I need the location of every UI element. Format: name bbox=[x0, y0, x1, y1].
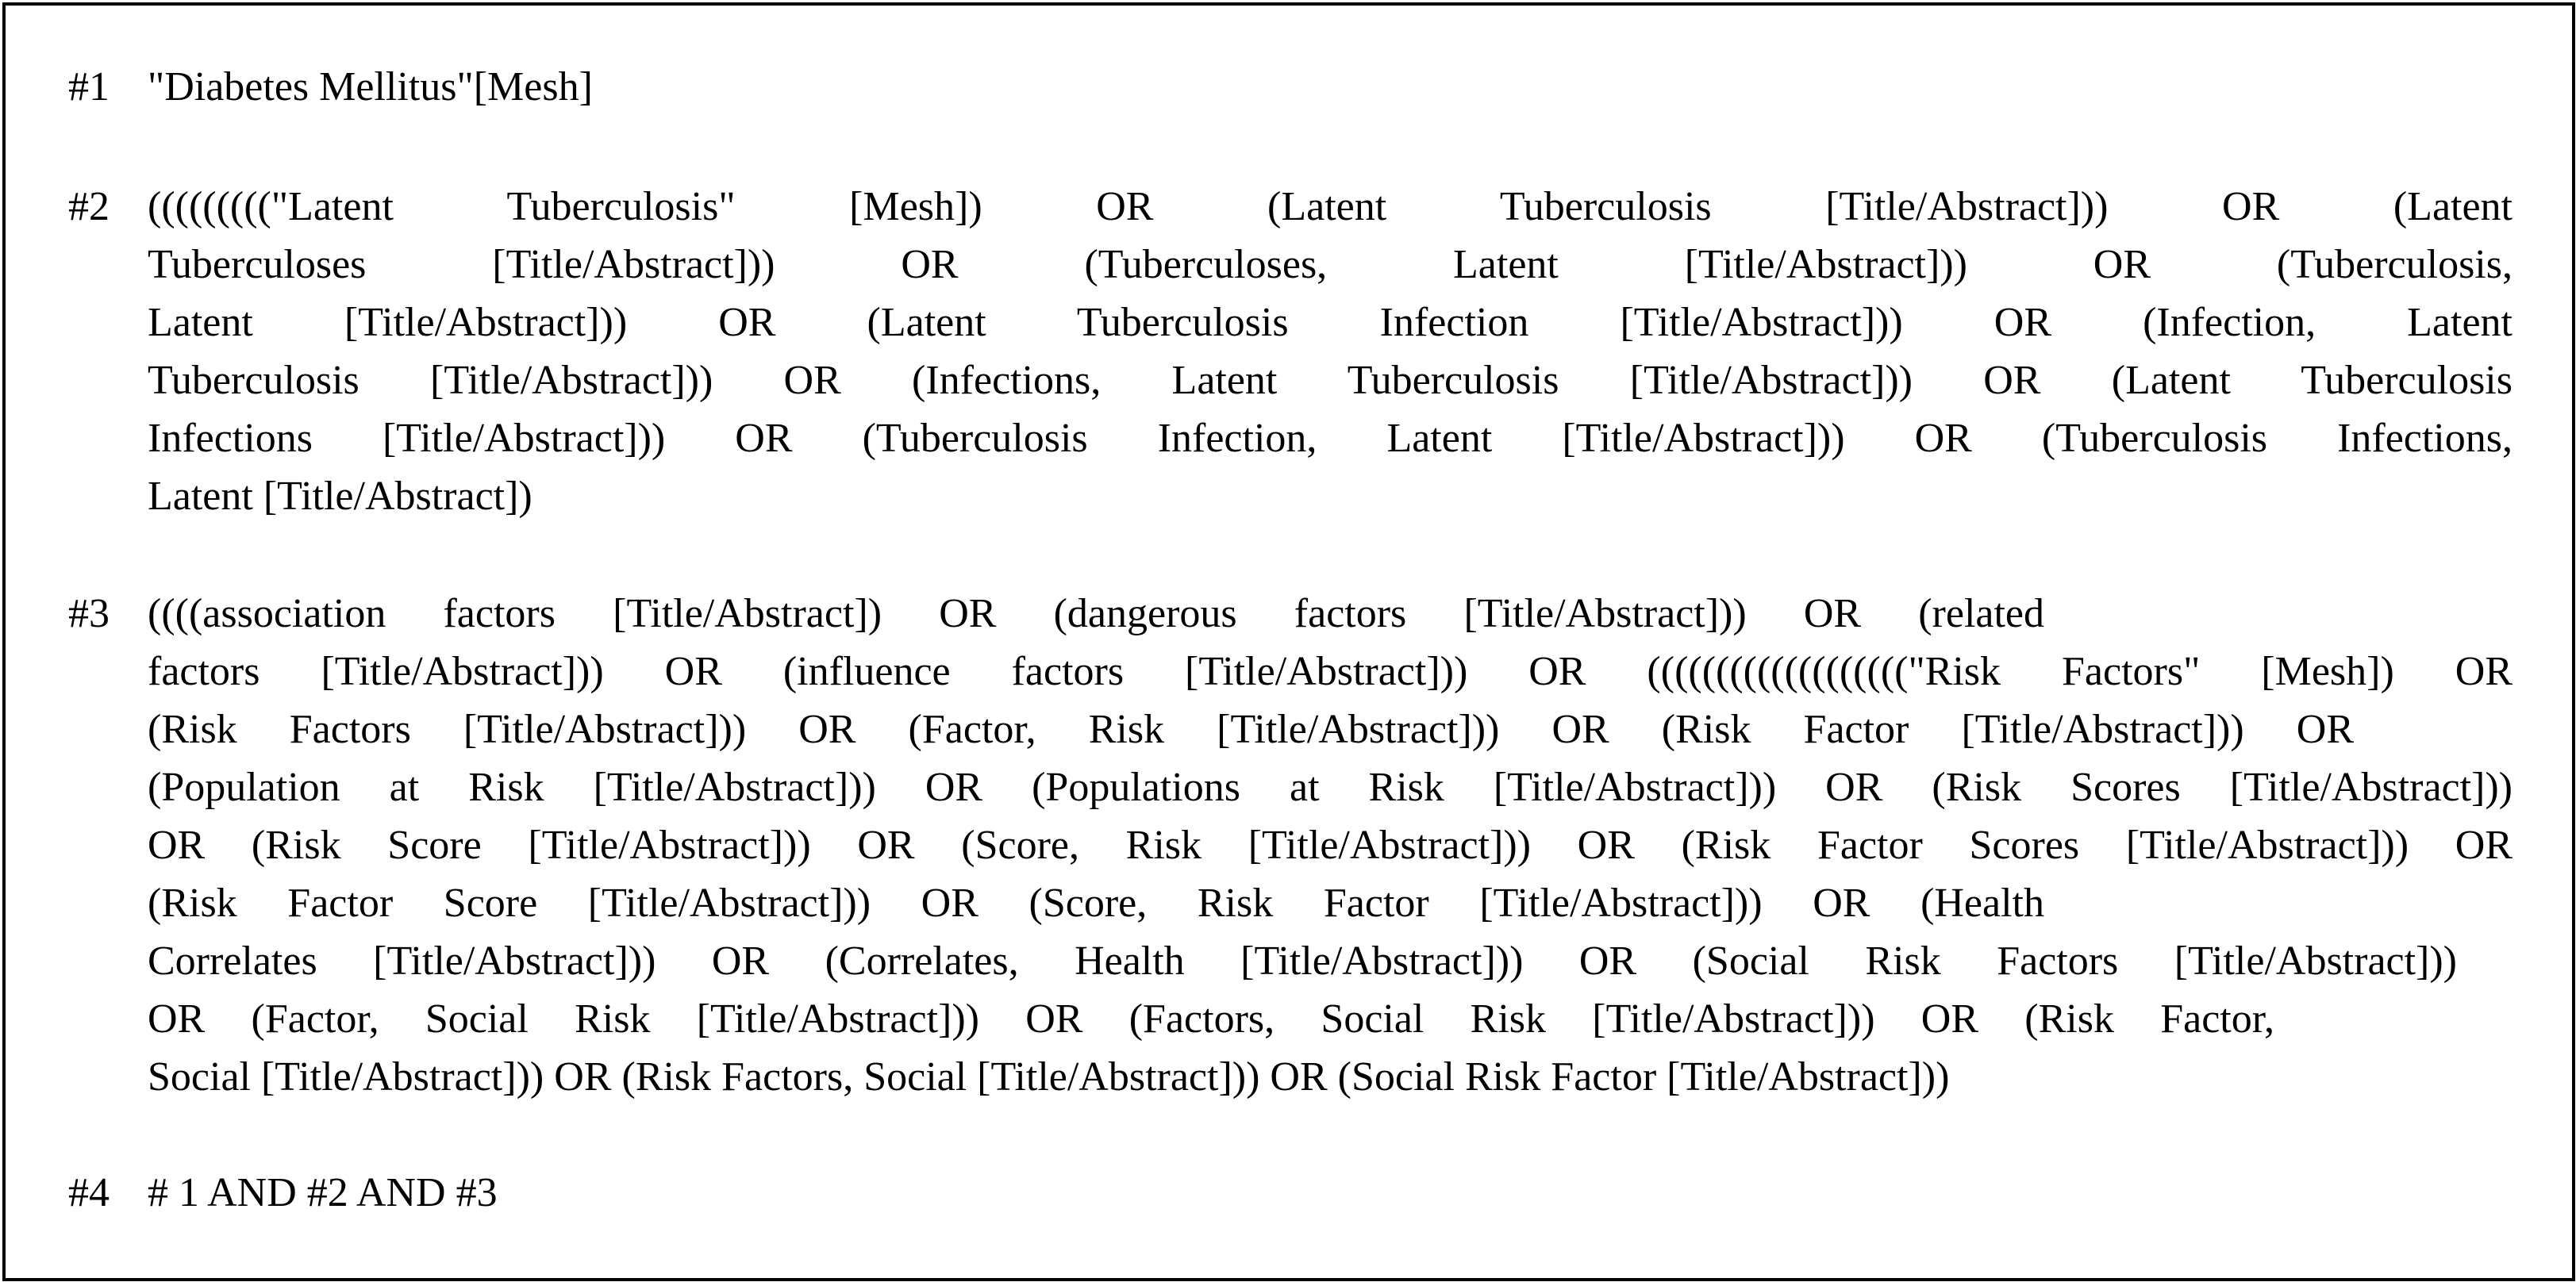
query-line: (Population at Risk [Title/Abstract])) OR (Populations at Risk [Title/Abstract])) OR (Risk Scores [Title/Abstract])) bbox=[148, 765, 2513, 810]
query-line: (Risk Factor Score [Title/Abstract])) OR (Score, Risk Factor [Title/Abstract])) OR (Health bbox=[148, 881, 2044, 926]
entry-number: #3 bbox=[68, 591, 110, 636]
query-line: Correlates [Title/Abstract])) OR (Correlates, Health [Title/Abstract])) OR (Social Risk Factors [Title/Abstract])) bbox=[148, 938, 2457, 984]
query-line: Latent [Title/Abstract]) bbox=[148, 474, 533, 519]
entry-query bbox=[148, 178, 2513, 525]
query-line: Social [Title/Abstract])) OR (Risk Factors, Social [Title/Abstract])) OR (Social Risk Factor [Title/Abstract])) bbox=[148, 1054, 1950, 1100]
query-line: OR (Factor, Social Risk [Title/Abstract])) OR (Factors, Social Risk [Title/Abstract])) OR (Risk Factor, bbox=[148, 996, 2274, 1042]
search-entry-1 bbox=[68, 58, 2513, 116]
entry-number: #2 bbox=[68, 184, 110, 229]
query-line: factors [Title/Abstract])) OR (influence factors [Title/Abstract])) OR ((((((((((((((((((("Risk Factors" [Mesh]) OR bbox=[148, 649, 2513, 694]
query-line: Infections [Title/Abstract])) OR (Tuberculosis Infection, Latent [Title/Abstract])) OR (Tuberculosis Infections, bbox=[148, 416, 2513, 461]
search-entry-4 bbox=[68, 1164, 2513, 1222]
entry-query bbox=[148, 585, 2513, 1106]
search-entry-3 bbox=[68, 585, 2513, 1106]
query-line: Tuberculoses [Title/Abstract])) OR (Tuberculoses, Latent [Title/Abstract])) OR (Tuberculosis, bbox=[148, 242, 2513, 287]
query-line: Tuberculosis [Title/Abstract])) OR (Infections, Latent Tuberculosis [Title/Abstract])) OR (Latent Tuberculosis bbox=[148, 358, 2513, 403]
query-line: ((((((((("Latent Tuberculosis" [Mesh]) OR (Latent Tuberculosis [Title/Abstract])) OR (Latent bbox=[148, 184, 2513, 229]
query-line: Latent [Title/Abstract])) OR (Latent Tuberculosis Infection [Title/Abstract])) OR (Infection, Latent bbox=[148, 300, 2513, 345]
query-line: (Risk Factors [Title/Abstract])) OR (Factor, Risk [Title/Abstract])) OR (Risk Factor [Title/Abstract])) OR bbox=[148, 707, 2354, 752]
entry-number: #1 bbox=[68, 64, 110, 109]
query-line: ((((association factors [Title/Abstract]) OR (dangerous factors [Title/Abstract])) OR (related bbox=[148, 591, 2044, 636]
query-line: OR (Risk Score [Title/Abstract])) OR (Score, Risk [Title/Abstract])) OR (Risk Factor Scores [Title/Abstract])) OR bbox=[148, 823, 2513, 868]
search-entry-2 bbox=[68, 178, 2513, 525]
entry-query bbox=[148, 1164, 2513, 1222]
query-line: # 1 AND #2 AND #3 bbox=[148, 1170, 498, 1215]
entry-number: #4 bbox=[68, 1170, 110, 1215]
entry-query bbox=[148, 58, 2513, 116]
query-line: "Diabetes Mellitus"[Mesh] bbox=[148, 64, 593, 109]
